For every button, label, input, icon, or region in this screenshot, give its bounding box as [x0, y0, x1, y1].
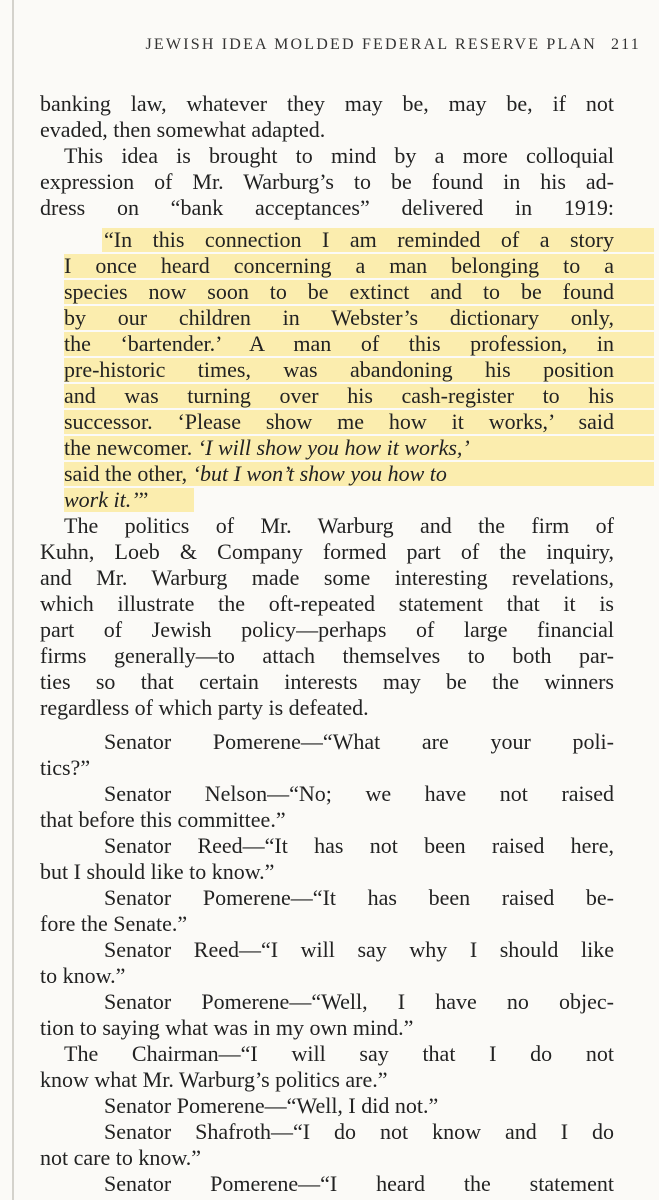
text-line: and Mr. Warburg made some interesting revelations, [40, 565, 614, 590]
text-line: I once heard concerning a man belonging to a [64, 253, 614, 278]
line-italic: work it.’ [64, 487, 139, 512]
text-line: dress on “bank acceptances” delivered in 1919: [40, 195, 614, 220]
text-line: that before this committee.” [40, 807, 286, 832]
text-line: Senator Pomerene—“Well, I have no objec- [104, 989, 614, 1014]
text-line: Senator Pomerene—“It has been raised be- [104, 885, 614, 910]
text-line: ties so that certain interests may be the winners [40, 669, 614, 694]
text-line: Senator Pomerene—“What are your poli- [104, 729, 614, 754]
line-roman: said the other, [64, 461, 193, 486]
text-line: tics?” [40, 755, 91, 780]
text-line: evaded, then somewhat adapted. [40, 117, 326, 142]
text-line [64, 460, 447, 488]
text-line: This idea is brought to mind by a more colloquial [64, 143, 614, 168]
text-line [64, 434, 470, 462]
text-line: firms generally—to attach themselves to both par- [40, 643, 614, 668]
text-line: banking law, whatever they may be, may be, if not [40, 91, 614, 116]
line-roman: the newcomer. [64, 435, 198, 460]
text-line: Kuhn, Loeb & Company formed part of the inquiry, [40, 539, 614, 564]
text-line: expression of Mr. Warburg’s to be found in his ad- [40, 169, 614, 194]
text-line: and was turning over his cash-register to his [64, 383, 614, 408]
text-line: The politics of Mr. Warburg and the firm of [64, 513, 614, 538]
text-line: The Chairman—“I will say that I do not [64, 1041, 614, 1066]
text-line: Senator Nelson—“No; we have not raised [104, 781, 614, 806]
text-line: fore the Senate.” [40, 911, 188, 936]
text-line: the ‘bartender.’ A man of this profession, in [64, 331, 614, 356]
line-roman: ” [138, 487, 149, 512]
text-line: species now soon to be extinct and to be found [64, 279, 614, 304]
text-line: Senator Pomerene—“Well, I did not.” [104, 1093, 439, 1118]
text-line: which illustrate the oft-repeated statement that it is [40, 591, 614, 616]
text-line: but I should like to know.” [40, 859, 275, 884]
text-line [64, 486, 148, 514]
text-line: regardless of which party is defeated. [40, 695, 369, 720]
text-line: Senator Pomerene—“I heard the statement [104, 1171, 614, 1196]
text-line: Senator Reed—“It has not been raised here, [104, 833, 614, 858]
text-line: successor. ‘Please show me how it works,’ said [64, 409, 614, 434]
text-line: by our children in Webster’s dictionary only, [64, 305, 614, 330]
text-line: to know.” [40, 963, 126, 988]
text-line: not care to know.” [40, 1145, 202, 1170]
text-line: Senator Reed—“I will say why I should like [104, 937, 614, 962]
page-gutter [12, 0, 14, 1200]
text-line: know what Mr. Warburg’s politics are.” [40, 1067, 388, 1092]
running-title: JEWISH IDEA MOLDED FEDERAL RESERVE PLAN [145, 36, 597, 53]
page-number: 211 [610, 36, 641, 53]
running-header [40, 36, 641, 54]
text-line: pre-historic times, was abandoning his position [64, 357, 614, 382]
text-line: part of Jewish policy—perhaps of large financial [40, 617, 614, 642]
line-italic: ‘but I won’t show you how to [192, 461, 447, 486]
text-line: Senator Shafroth—“I do not know and I do [104, 1119, 614, 1144]
text-line: “In this connection I am reminded of a story [104, 227, 614, 252]
text-line: tion to saying what was in my own mind.” [40, 1015, 414, 1040]
line-italic: ‘I will show you how it works,’ [197, 435, 470, 460]
